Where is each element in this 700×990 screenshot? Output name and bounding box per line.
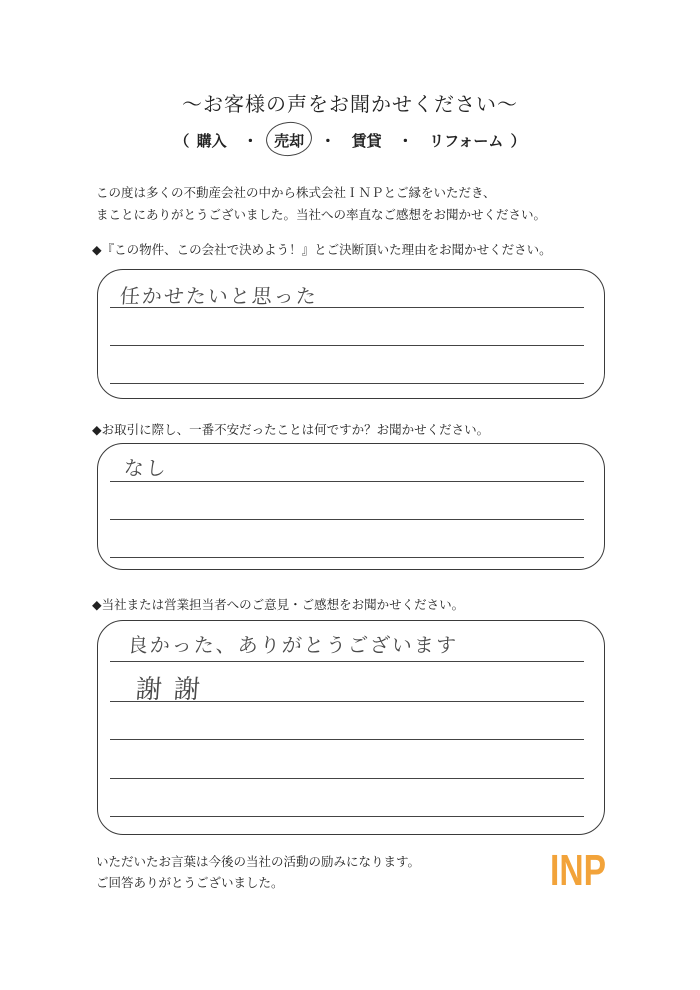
category-separator: ・ — [242, 132, 258, 150]
ruled-line — [110, 778, 584, 779]
ruled-line — [110, 383, 584, 384]
category-selector — [0, 130, 700, 151]
category-purchase: 購入 — [196, 132, 227, 150]
handwritten-answer-2: なし — [123, 456, 169, 480]
close-paren: ） — [510, 132, 526, 150]
category-rental: 賃貸 — [351, 132, 382, 150]
open-paren: （ — [174, 132, 190, 150]
handwritten-answer-3-line-1: 良かった、ありがとうございます — [127, 633, 459, 657]
ruled-line — [110, 345, 584, 346]
ruled-line — [110, 481, 584, 482]
logo-text: INP — [550, 846, 606, 895]
inp-logo — [548, 843, 608, 895]
closing-text — [96, 851, 420, 893]
intro-line: この度は多くの不動産会社の中から株式会社ＩＮＰとご縁をいただき、 — [96, 185, 496, 200]
ruled-line — [110, 816, 584, 817]
page-title: ～お客様の声をお聞かせください～ — [182, 92, 518, 116]
intro-text — [96, 182, 546, 226]
handwritten-answer-3-line-2: 謝謝 — [134, 675, 213, 705]
category-sale — [272, 130, 306, 151]
answer-box-1[interactable] — [97, 269, 605, 399]
handwritten-answer-1: 任かせたいと思った — [119, 284, 319, 308]
ruled-line — [110, 739, 584, 740]
intro-line: まことにありがとうございました。当社への率直なご感想をお聞かせください。 — [96, 207, 547, 222]
category-sale-label: 売却 — [274, 132, 305, 150]
closing-line: いただいたお言葉は今後の当社の活動の励みになります。 — [96, 854, 421, 869]
question-1-prompt: ◆『この物件、この会社で決めよう！』とご決断頂いた理由をお聞かせください。 — [92, 242, 552, 257]
answer-box-3[interactable] — [97, 620, 605, 835]
ruled-line — [110, 661, 584, 662]
category-separator: ・ — [397, 132, 413, 150]
ruled-line — [110, 557, 584, 558]
question-3-prompt: ◆当社または営業担当者へのご意見・ご感想をお聞かせください。 — [92, 597, 465, 612]
closing-line: ご回答ありがとうございました。 — [96, 875, 284, 890]
question-2-prompt: ◆お取引に際し、一番不安だったことは何ですか？お聞かせください。 — [92, 422, 490, 437]
category-separator: ・ — [320, 132, 336, 150]
ruled-line — [110, 519, 584, 520]
category-reform: リフォーム — [429, 132, 504, 150]
answer-box-2[interactable] — [97, 443, 605, 570]
